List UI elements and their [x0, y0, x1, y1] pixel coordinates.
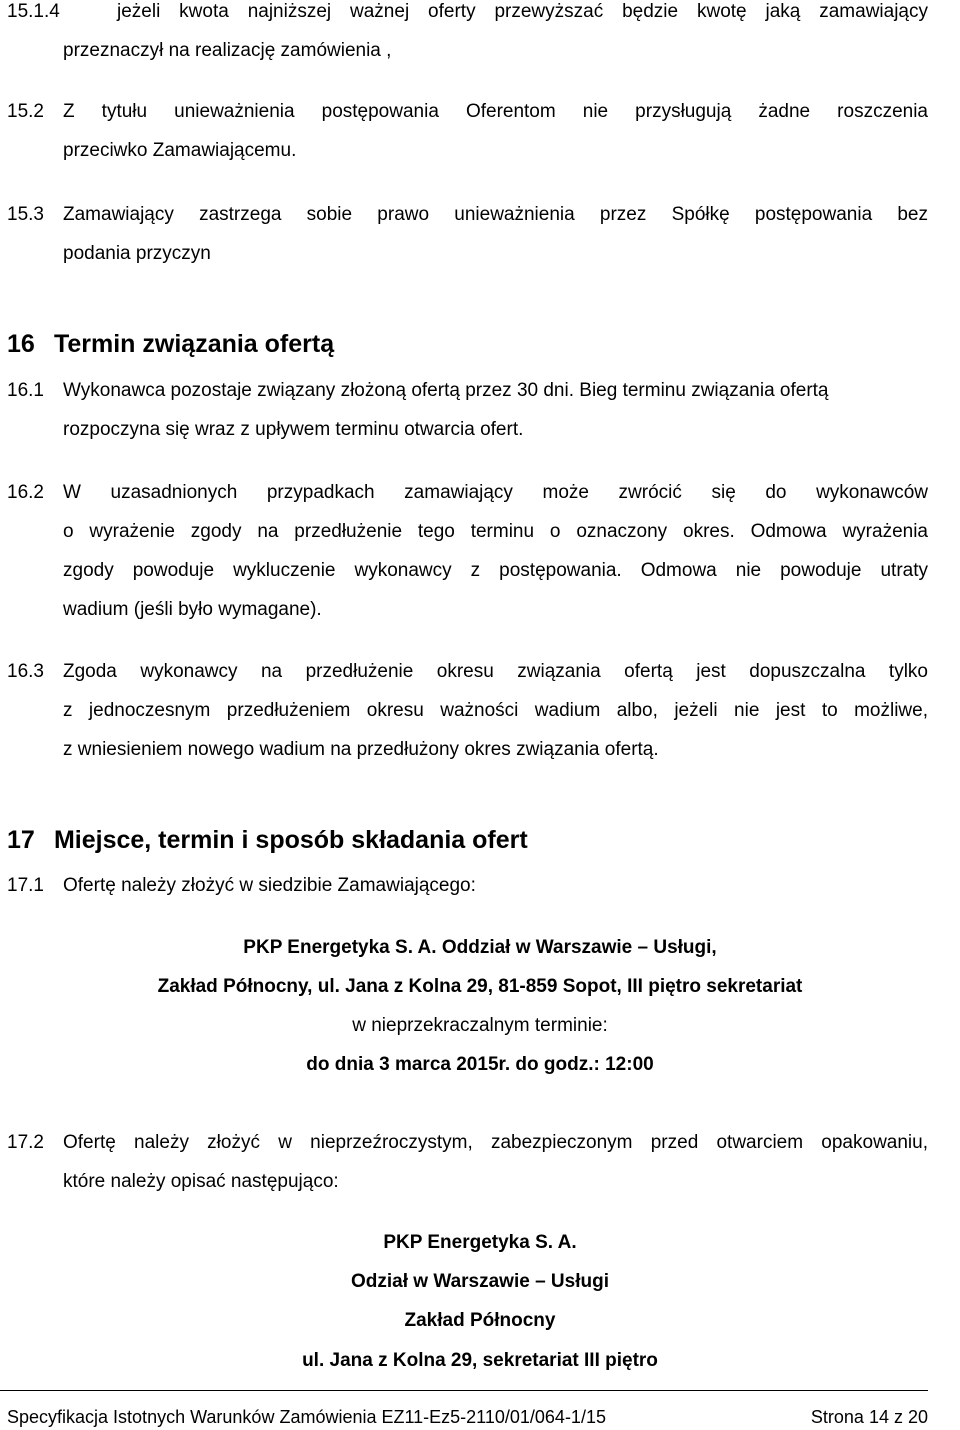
footer-divider [0, 1390, 928, 1391]
text-line: W uzasadnionych przypadkach zamawiający może zwrócić się do wykonawców [63, 482, 928, 503]
paragraph-number: 15.2 [7, 101, 44, 122]
text-line: zgody powoduje wykluczenie wykonawcy z postępowania. Odmowa nie powoduje utraty [63, 560, 928, 581]
envelope-line: ul. Jana z Kolna 29, sekretariat III piętro [302, 1350, 658, 1371]
envelope-line: PKP Energetyka S. A. [383, 1232, 577, 1253]
paragraph-text [63, 1123, 928, 1201]
paragraph-text [63, 652, 928, 769]
paragraph-text [63, 473, 928, 629]
envelope-line: Odział w Warszawie – Usługi [351, 1271, 609, 1292]
heading-number: 16 [7, 330, 35, 358]
text-line: z wniesieniem nowego wadium na przedłużony okres związania ofertą. [63, 739, 659, 760]
paragraph-number: 16.3 [7, 661, 44, 682]
paragraph-text [117, 0, 928, 31]
heading-title: Miejsce, termin i sposób składania ofert [53, 826, 528, 854]
text-line: które należy opisać następująco: [63, 1171, 339, 1192]
paragraph-number: 17.1 [7, 875, 44, 896]
text-line: jeżeli kwota najniższej ważnej oferty przewyższać będzie kwotę jaką zamawiający [117, 1, 928, 22]
paragraph-text [63, 866, 928, 905]
address-line: Zakład Północny, ul. Jana z Kolna 29, 81-859 Sopot, III piętro sekretariat [157, 976, 803, 997]
footer-document-title: Specyfikacja Istotnych Warunków Zamówienia EZ11-Ez5-2110/01/064-1/15 [7, 1407, 606, 1427]
text-line: podania przyczyn [63, 243, 211, 264]
paragraph-number: 16.1 [7, 380, 44, 401]
paragraph-number: 17.2 [7, 1132, 44, 1153]
deadline-label: w nieprzekraczalnym terminie: [352, 1015, 608, 1036]
paragraph-number: 15.1.4 [7, 1, 60, 22]
text-line: przeciwko Zamawiającemu. [63, 140, 297, 161]
paragraph-text [63, 195, 928, 273]
text-line: Ofertę należy złożyć w nieprzeźroczystym, zabezpieczonym przed otwarciem opakowaniu, [63, 1132, 928, 1153]
text-line: rozpoczyna się wraz z upływem terminu otwarcia ofert. [63, 419, 524, 440]
heading-title: Termin związania ofertą [53, 330, 335, 358]
heading-number: 17 [7, 826, 35, 854]
envelope-line: Zakład Północny [404, 1310, 556, 1331]
text-line: Ofertę należy złożyć w siedzibie Zamawiającego: [63, 875, 476, 896]
text-line: przeznaczył na realizację zamówienia , [63, 40, 392, 61]
text-line: z jednoczesnym przedłużeniem okresu ważności wadium albo, jeżeli nie jest to możliwe, [63, 700, 928, 721]
paragraph-number: 15.3 [7, 204, 44, 225]
text-line: o wyrażenie zgody na przedłużenie tego terminu o oznaczony okres. Odmowa wyrażenia [63, 521, 928, 542]
section-heading-17 [7, 820, 528, 860]
paragraph-number: 16.2 [7, 482, 44, 503]
text-line: Zgoda wykonawcy na przedłużenie okresu związania ofertą jest dopuszczalna tylko [63, 661, 928, 682]
text-line: Z tytułu unieważnienia postępowania Oferentom nie przysługują żadne roszczenia [63, 101, 928, 122]
text-line: wadium (jeśli było wymagane). [63, 599, 322, 620]
deadline-value: do dnia 3 marca 2015r. do godz.: 12:00 [306, 1054, 654, 1075]
address-line: PKP Energetyka S. A. Oddział w Warszawie – Usługi, [243, 937, 717, 958]
section-heading-16 [7, 324, 334, 364]
paragraph-text [63, 371, 928, 449]
footer-page-number: Strona 14 z 20 [810, 1407, 928, 1427]
text-line: Zamawiający zastrzega sobie prawo unieważnienia przez Spółkę postępowania bez [63, 204, 928, 225]
text-line: Wykonawca pozostaje związany złożoną ofertą przez 30 dni. Bieg terminu związania ofertą [63, 380, 829, 401]
paragraph-text [63, 92, 928, 170]
